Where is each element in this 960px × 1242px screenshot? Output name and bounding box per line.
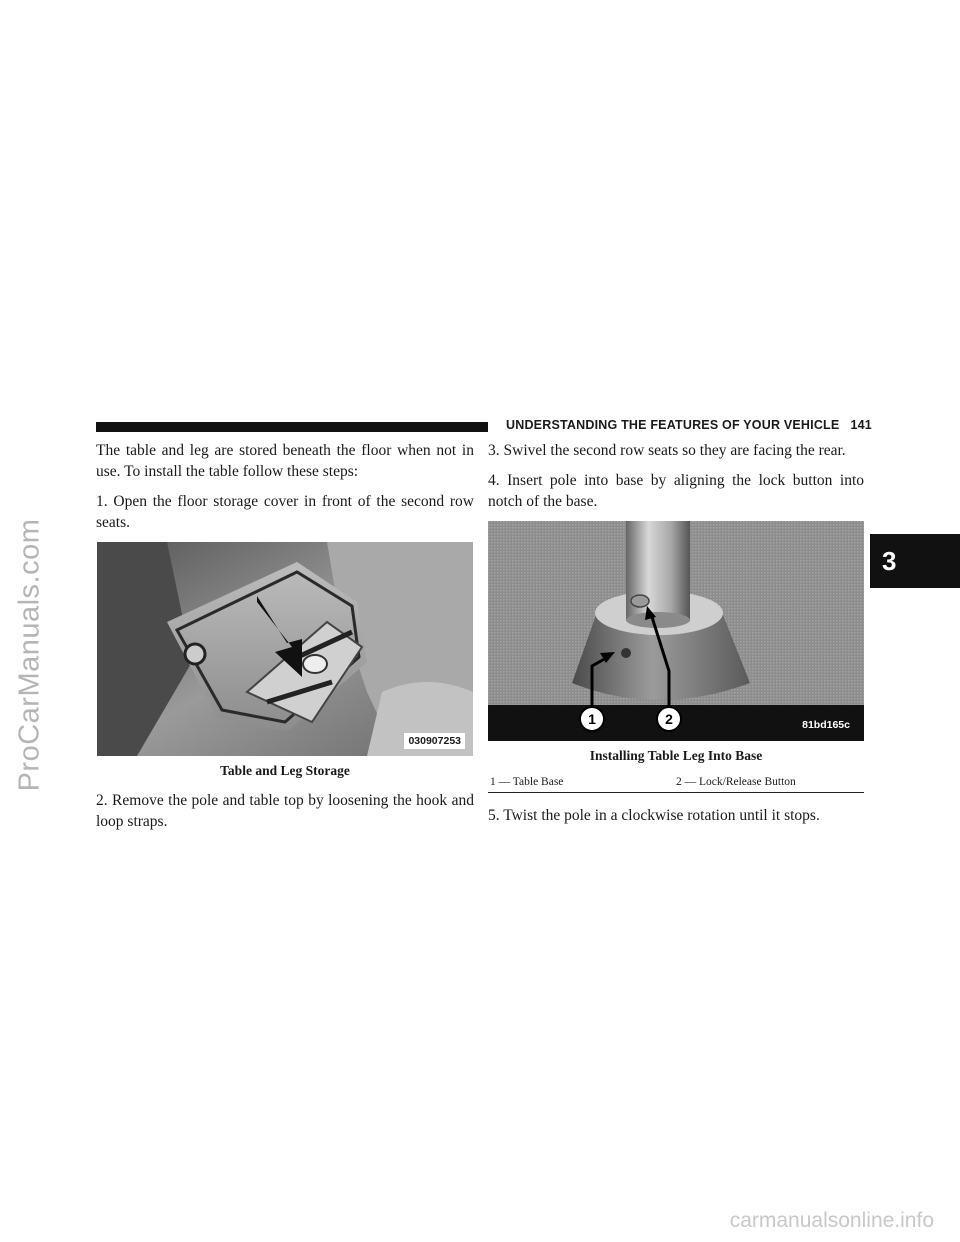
step-4: 4. Insert pole into base by aligning the lock button into notch of the base. bbox=[488, 472, 864, 510]
figure-installing-table-leg bbox=[488, 521, 864, 741]
side-watermark: ProCarManuals.com bbox=[13, 518, 46, 792]
step-2: 2. Remove the pole and table top by loosening the hook and loop straps. bbox=[96, 792, 474, 830]
step-1: 1. Open the floor storage cover in front of the second row seats. bbox=[96, 493, 474, 531]
figure2-caption: Installing Table Leg Into Base bbox=[589, 748, 763, 763]
header-title: UNDERSTANDING THE FEATURES OF YOUR VEHICLE bbox=[506, 418, 840, 432]
header-rule bbox=[96, 422, 488, 432]
intro-paragraph: The table and leg are stored beneath the floor when not in use. To install the table follow these steps: bbox=[96, 442, 474, 480]
running-header bbox=[506, 418, 872, 432]
bottom-watermark: carmanualsonline.info bbox=[729, 1209, 934, 1232]
callout-2: 2 bbox=[665, 711, 673, 727]
chapter-tab: 3 bbox=[870, 534, 960, 588]
left-column bbox=[96, 440, 474, 841]
figure1-caption: Table and Leg Storage bbox=[220, 763, 350, 778]
figure-table-leg-storage bbox=[97, 542, 473, 756]
figure2-legend bbox=[488, 775, 864, 793]
step-3: 3. Swivel the second row seats so they are facing the rear. bbox=[488, 442, 846, 459]
right-column bbox=[488, 440, 864, 835]
storage-photo bbox=[97, 542, 473, 756]
base-photo bbox=[488, 521, 864, 741]
figure2-code: 81bd165c bbox=[802, 719, 850, 731]
page-number: 141 bbox=[850, 418, 872, 432]
legend-item-lock-release-button: 2 — Lock/Release Button bbox=[676, 776, 796, 788]
callout-1: 1 bbox=[588, 711, 596, 727]
legend-item-table-base: 1 — Table Base bbox=[490, 776, 564, 788]
figure1-code: 030907253 bbox=[404, 733, 465, 749]
step-5: 5. Twist the pole in a clockwise rotation until it stops. bbox=[488, 807, 820, 824]
